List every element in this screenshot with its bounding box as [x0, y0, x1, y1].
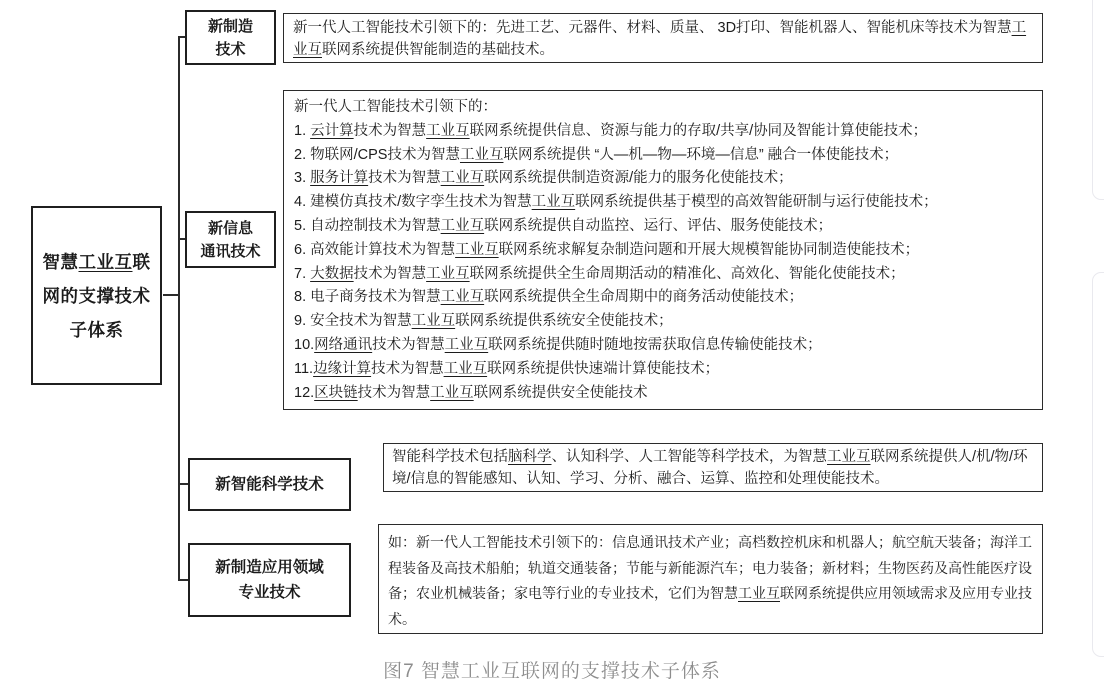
connector-root-to-trunk [163, 294, 179, 296]
branch-node-new-manufacturing [185, 10, 276, 65]
branch-label-line: 新制造 [207, 17, 253, 35]
branch-node-new-ict [185, 211, 276, 268]
content-text: 如：新一代人工智能技术引领下的：信息通讯技术产业；高档数控机床和机器人；航空航天装备；海洋工程装备及高技术船舶；轨道交通装备；节能与新能源汽车；电力装备；新材料；生物医药及高性能医疗设备；农业机械装备；家电等行业的专业技术，它们为智慧工业互联网系统提供应用领域需求及应用专业技术。 [388, 534, 1032, 627]
content-line: 6. 高效能计算技术为智慧工业互联网系统求解复杂制造问题和开展大规模智能协同制造使能技术； [294, 241, 920, 258]
branch-label-line: 通讯技术 [200, 242, 261, 260]
content-text: 智能科学技术包括脑科学、认知科学、人工智能等科学技术，为智慧工业互联网系统提供人/机/物/环境/信息的智能感知、认知、学习、分析、融合、运算、监控和处理使能技术。 [392, 449, 1028, 487]
branch-node-new-application-domain [188, 543, 351, 617]
content-line: 2. 物联网/CPS技术为智慧工业互联网系统提供 “人—机—物—环境—信息” 融合一体使能技术； [294, 146, 899, 163]
branch-label-line: 技术 [215, 40, 246, 58]
content-box-new-application-domain [378, 524, 1043, 634]
content-line: 11.边缘计算技术为智慧工业互联网系统提供快速端计算使能技术； [294, 360, 720, 377]
root-node-label-line: 网的支撑技术 [42, 285, 151, 306]
background-card-edge-top [1092, 0, 1104, 200]
content-line: 8. 电子商务技术为智慧工业互联网系统提供全生命周期中的商务活动使能技术； [294, 289, 804, 306]
branch-label-line: 新智能科学技术 [215, 476, 324, 493]
root-node-label-line: 子体系 [69, 319, 124, 340]
root-node-box [31, 206, 162, 385]
content-line: 7. 大数据技术为智慧工业互联网系统提供全生命周期活动的精准化、高效化、智能化使能技术； [294, 265, 905, 282]
content-line: 3. 服务计算技术为智慧工业互联网系统提供制造资源/能力的服务化使能技术； [294, 170, 793, 187]
branch-label-line: 新制造应用领域 [215, 559, 324, 576]
figure-caption: 图7 智慧工业互联网的支撑技术子体系 [383, 661, 721, 682]
content-box-new-intelligent-science [383, 443, 1043, 492]
root-node-label-line: 智慧工业互联 [42, 251, 151, 272]
branch-label-line: 新信息 [207, 219, 253, 237]
branch-node-new-intelligent-science [188, 458, 351, 511]
content-line: 5. 自动控制技术为智慧工业互联网系统提供自动监控、运行、评估、服务使能技术； [294, 217, 833, 234]
content-line: 12.区块链技术为智慧工业互联网系统提供安全使能技术 [294, 384, 648, 401]
background-card-edge-bottom [1092, 272, 1104, 657]
connector-trunk [178, 36, 180, 581]
content-line: 1. 云计算技术为智慧工业互联网系统提供信息、资源与能力的存取/共享/协同及智能计算使能技术； [294, 122, 928, 139]
content-box-new-ict [283, 90, 1043, 410]
content-line: 新一代人工智能技术引领下的： [294, 99, 497, 115]
content-text: 新一代人工智能技术引领下的：先进工艺、元器件、材料、质量、 3D打印、智能机器人、智能机床等技术为智慧工业互联网系统提供智能制造的基础技术。 [293, 20, 1027, 58]
content-line: 10.网络通讯技术为智慧工业互联网系统提供随时随地按需获取信息传输使能技术； [294, 336, 822, 353]
branch-label-line: 专业技术 [238, 584, 301, 601]
content-line: 4. 建模仿真技术/数字孪生技术为智慧工业互联网系统提供基于模型的高效智能研制与运行使能技术； [294, 194, 938, 211]
content-line: 9. 安全技术为智慧工业互联网系统提供系统安全使能技术； [294, 313, 673, 330]
content-box-new-manufacturing [283, 13, 1043, 63]
